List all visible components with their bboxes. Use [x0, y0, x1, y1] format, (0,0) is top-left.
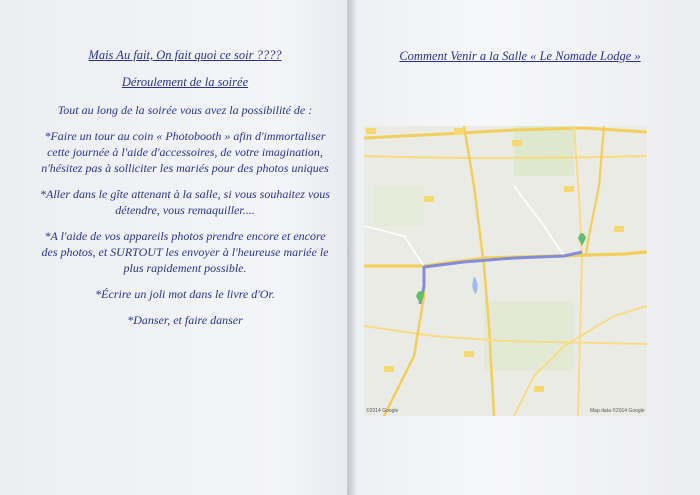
- intro-text: Tout au long de la soirée vous avez la possibilité de :: [57, 103, 313, 117]
- photos-item: *A l'aide de vos appareils photos prendre encore et encore des photos, et SURTOUT les envoyer à l'heureuse mariée le plus rapidement possible.: [41, 229, 329, 275]
- show-through-left: [205, 38, 325, 48]
- page-fold: [347, 0, 350, 495]
- directions-map: [364, 126, 647, 416]
- dance-item: *Danser, et faire danser: [127, 313, 243, 327]
- photobooth-item: *Faire un tour au coin « Photobooth » afin d'immortaliser cette journée à l'aide d'accessoires, de votre imagination, n'hésitez pas à solliciter les mariés pour des photos uniques: [41, 129, 329, 175]
- map-data-credit: Map data ©2014 Google: [590, 408, 645, 414]
- directions-heading: Comment Venir a la Salle « Le Nomade Lodge »: [399, 49, 641, 63]
- guestbook-item: *Écrire un joli mot dans le livre d'Or.: [95, 287, 275, 301]
- page-heading: Mais Au fait, On fait quoi ce soir ????: [88, 48, 282, 62]
- map-copyright: ©2014 Google: [366, 408, 399, 414]
- map-graphic: [364, 126, 647, 416]
- evening-subheading: Déroulement de la soirée: [121, 75, 249, 89]
- gite-item: *Aller dans le gîte attenant à la salle, si vous souhaitez vous détendre, vous remaquiller....: [40, 187, 330, 217]
- left-page: [40, 48, 330, 338]
